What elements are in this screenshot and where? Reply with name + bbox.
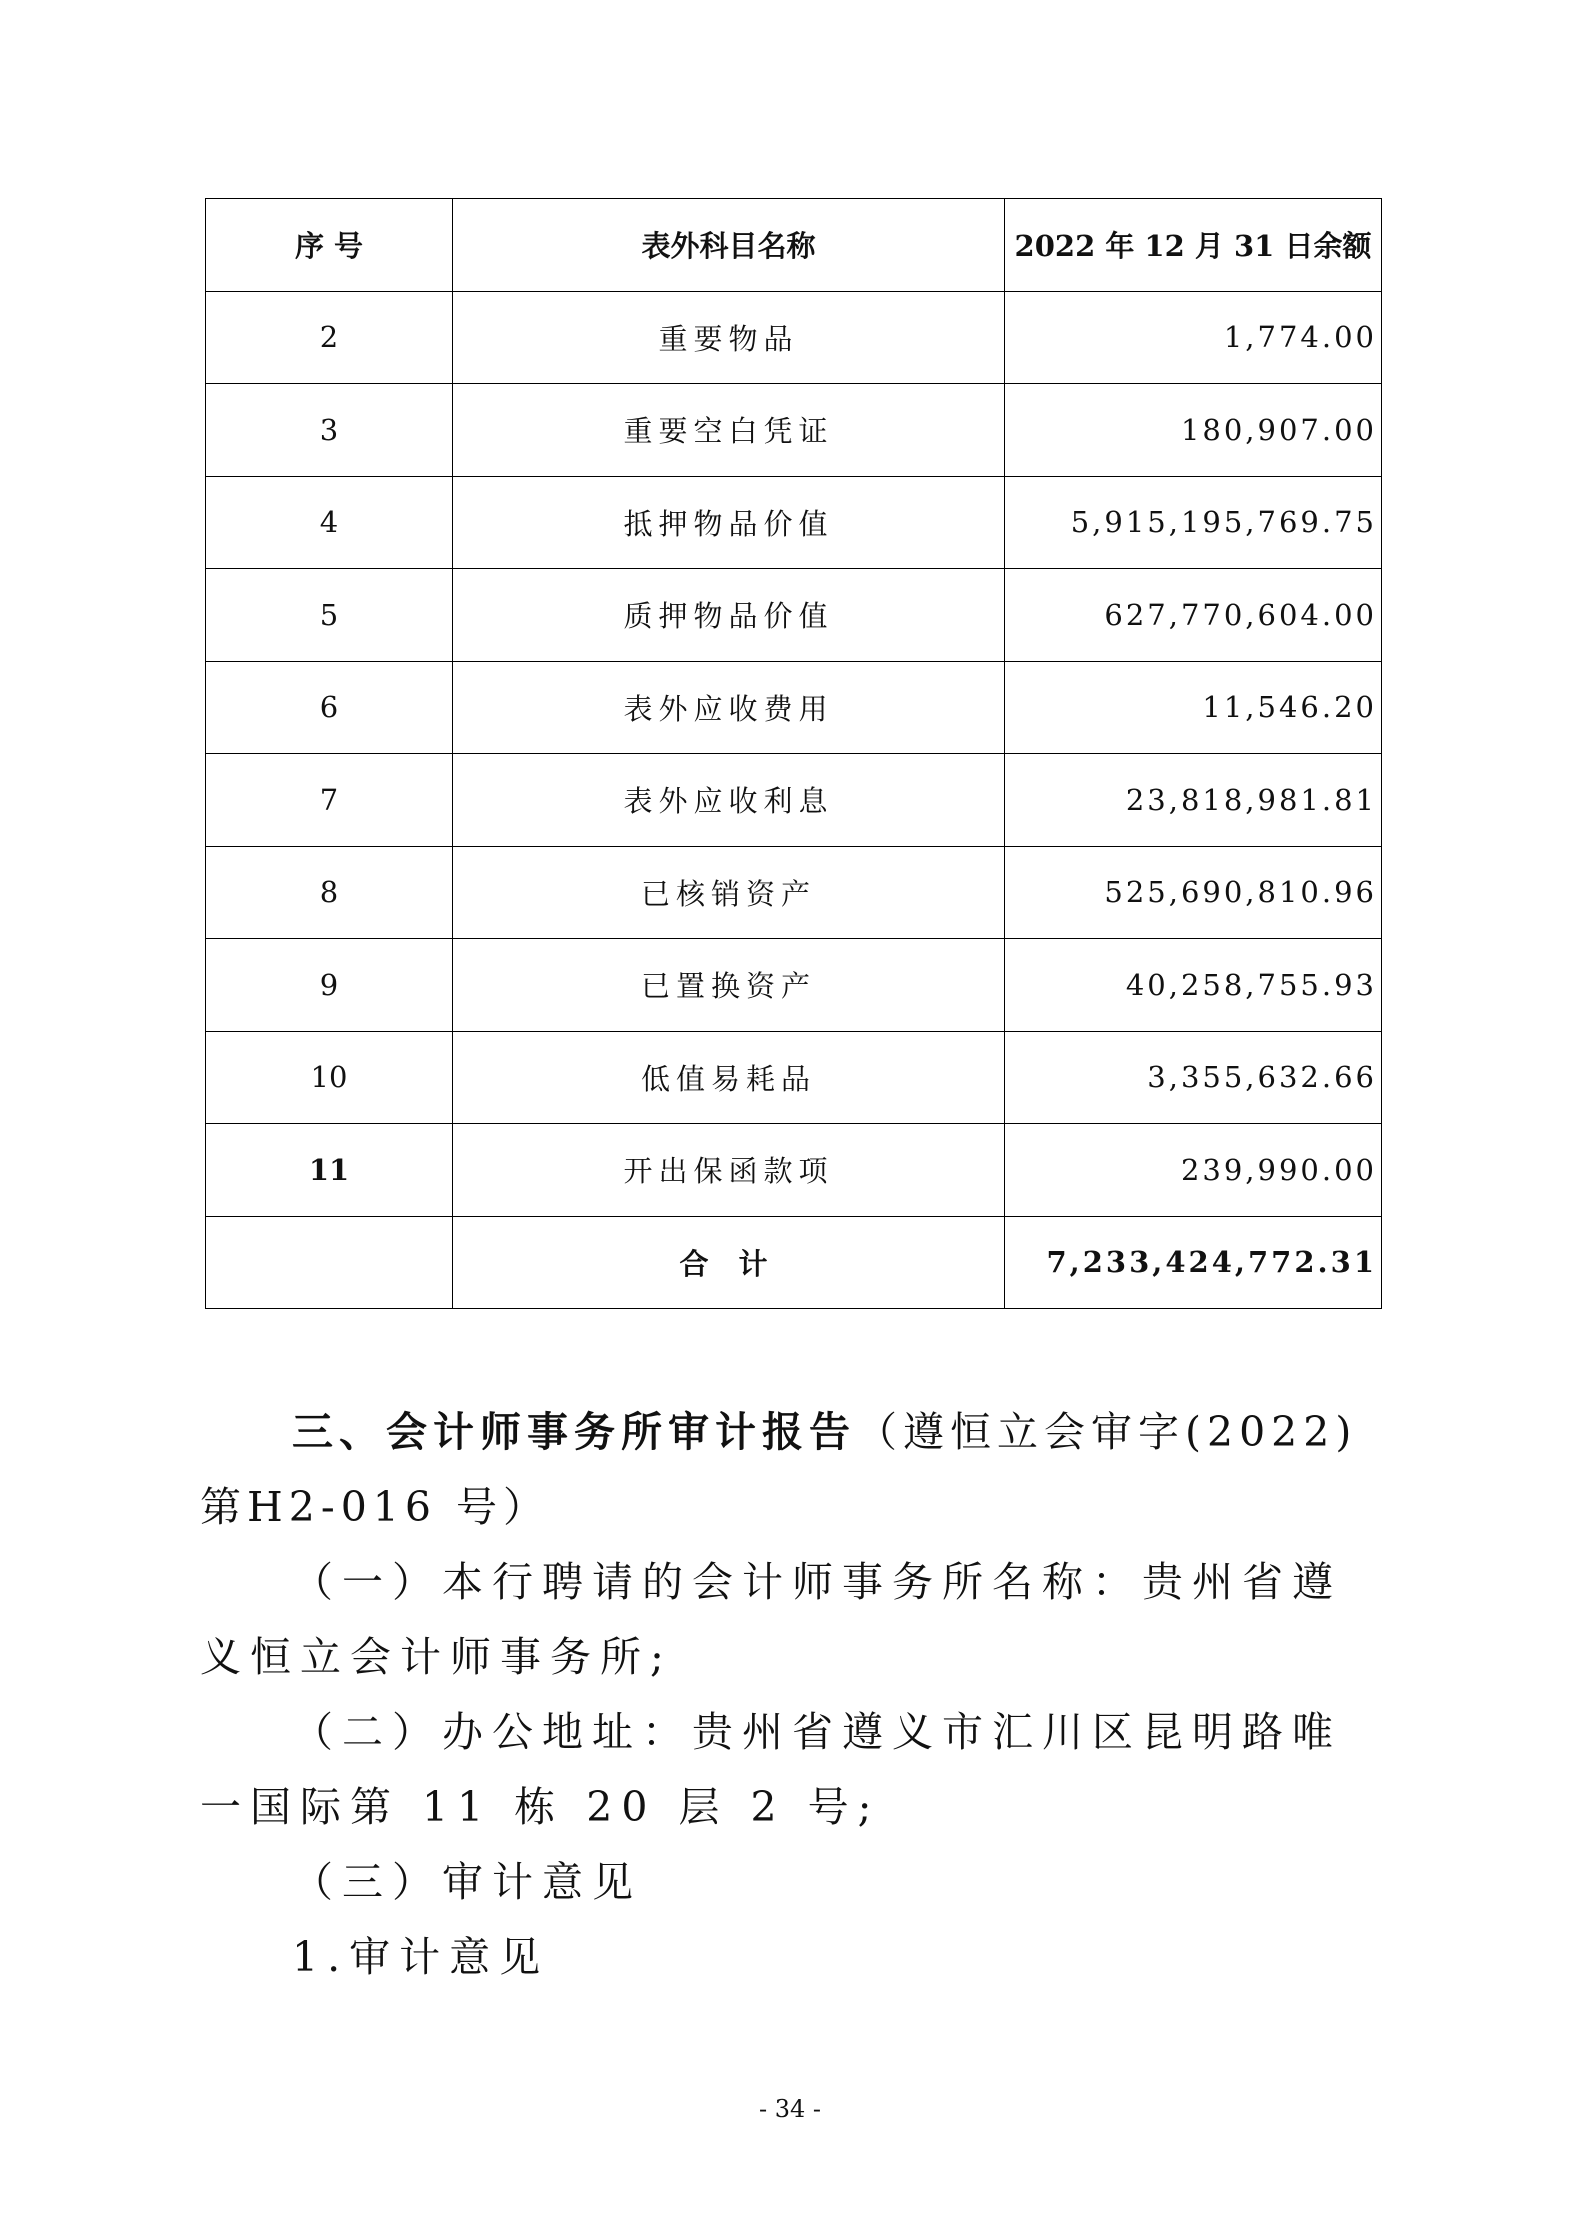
total-balance: 7,233,424,772.31 — [1005, 1216, 1382, 1309]
row-balance: 525,690,810.96 — [1005, 846, 1382, 939]
row-item-name: 表外应收利息 — [453, 754, 1005, 847]
section-heading-paragraph — [200, 1395, 1360, 1545]
header-seq: 序 号 — [206, 199, 453, 292]
row-seq: 2 — [206, 291, 453, 384]
row-seq: 8 — [206, 846, 453, 939]
row-item-name: 重要空白凭证 — [453, 384, 1005, 477]
section-heading: 三、会计师事务所审计报告 — [292, 1408, 856, 1456]
table-total-row — [206, 1216, 1382, 1309]
table-row — [206, 846, 1382, 939]
row-seq: 3 — [206, 384, 453, 477]
audit-opinion-item: 1.审计意见 — [292, 1933, 550, 1981]
table-row — [206, 476, 1382, 569]
header-balance: 2022 年 12 月 31 日余额 — [1005, 199, 1382, 292]
row-item-name: 表外应收费用 — [453, 661, 1005, 754]
off-balance-table-container — [205, 198, 1381, 1309]
total-seq — [206, 1216, 453, 1309]
row-item-name: 已置换资产 — [453, 939, 1005, 1032]
table-row — [206, 939, 1382, 1032]
row-seq: 10 — [206, 1031, 453, 1124]
row-balance: 627,770,604.00 — [1005, 569, 1382, 662]
row-item-name: 已核销资产 — [453, 846, 1005, 939]
row-seq: 5 — [206, 569, 453, 662]
row-balance: 239,990.00 — [1005, 1124, 1382, 1217]
audit-opinion-subheading: （三）审计意见 — [292, 1858, 642, 1906]
off-balance-table — [205, 198, 1382, 1309]
table-row — [206, 754, 1382, 847]
row-seq: 6 — [206, 661, 453, 754]
row-balance: 3,355,632.66 — [1005, 1031, 1382, 1124]
table-header-row — [206, 199, 1382, 292]
row-item-name: 重要物品 — [453, 291, 1005, 384]
table-row — [206, 291, 1382, 384]
row-seq: 11 — [206, 1124, 453, 1217]
row-balance: 11,546.20 — [1005, 661, 1382, 754]
row-seq: 7 — [206, 754, 453, 847]
section-heading-reference: （遵恒立会审字(2022)第H2-016 号） — [200, 1408, 1358, 1531]
row-item-name: 质押物品价值 — [453, 569, 1005, 662]
table-row — [206, 384, 1382, 477]
row-balance: 1,774.00 — [1005, 291, 1382, 384]
table-row — [206, 569, 1382, 662]
table-row — [206, 661, 1382, 754]
row-item-name: 开出保函款项 — [453, 1124, 1005, 1217]
row-balance: 5,915,195,769.75 — [1005, 476, 1382, 569]
row-balance: 180,907.00 — [1005, 384, 1382, 477]
section-body — [200, 1395, 1360, 1995]
row-balance: 23,818,981.81 — [1005, 754, 1382, 847]
firm-name-paragraph: （一）本行聘请的会计师事务所名称：贵州省遵义恒立会计师事务所; — [200, 1558, 1342, 1681]
table-row — [206, 1124, 1382, 1217]
row-item-name: 低值易耗品 — [453, 1031, 1005, 1124]
row-seq: 9 — [206, 939, 453, 1032]
page-number: - 34 - — [758, 2095, 821, 2123]
row-item-name: 抵押物品价值 — [453, 476, 1005, 569]
row-seq: 4 — [206, 476, 453, 569]
table-row — [206, 1031, 1382, 1124]
total-label: 合 计 — [453, 1216, 1005, 1309]
header-item-name: 表外科目名称 — [453, 199, 1005, 292]
office-address-paragraph: （二）办公地址：贵州省遵义市汇川区昆明路唯一国际第 11 栋 20 层 2 号; — [200, 1708, 1342, 1831]
row-balance: 40,258,755.93 — [1005, 939, 1382, 1032]
